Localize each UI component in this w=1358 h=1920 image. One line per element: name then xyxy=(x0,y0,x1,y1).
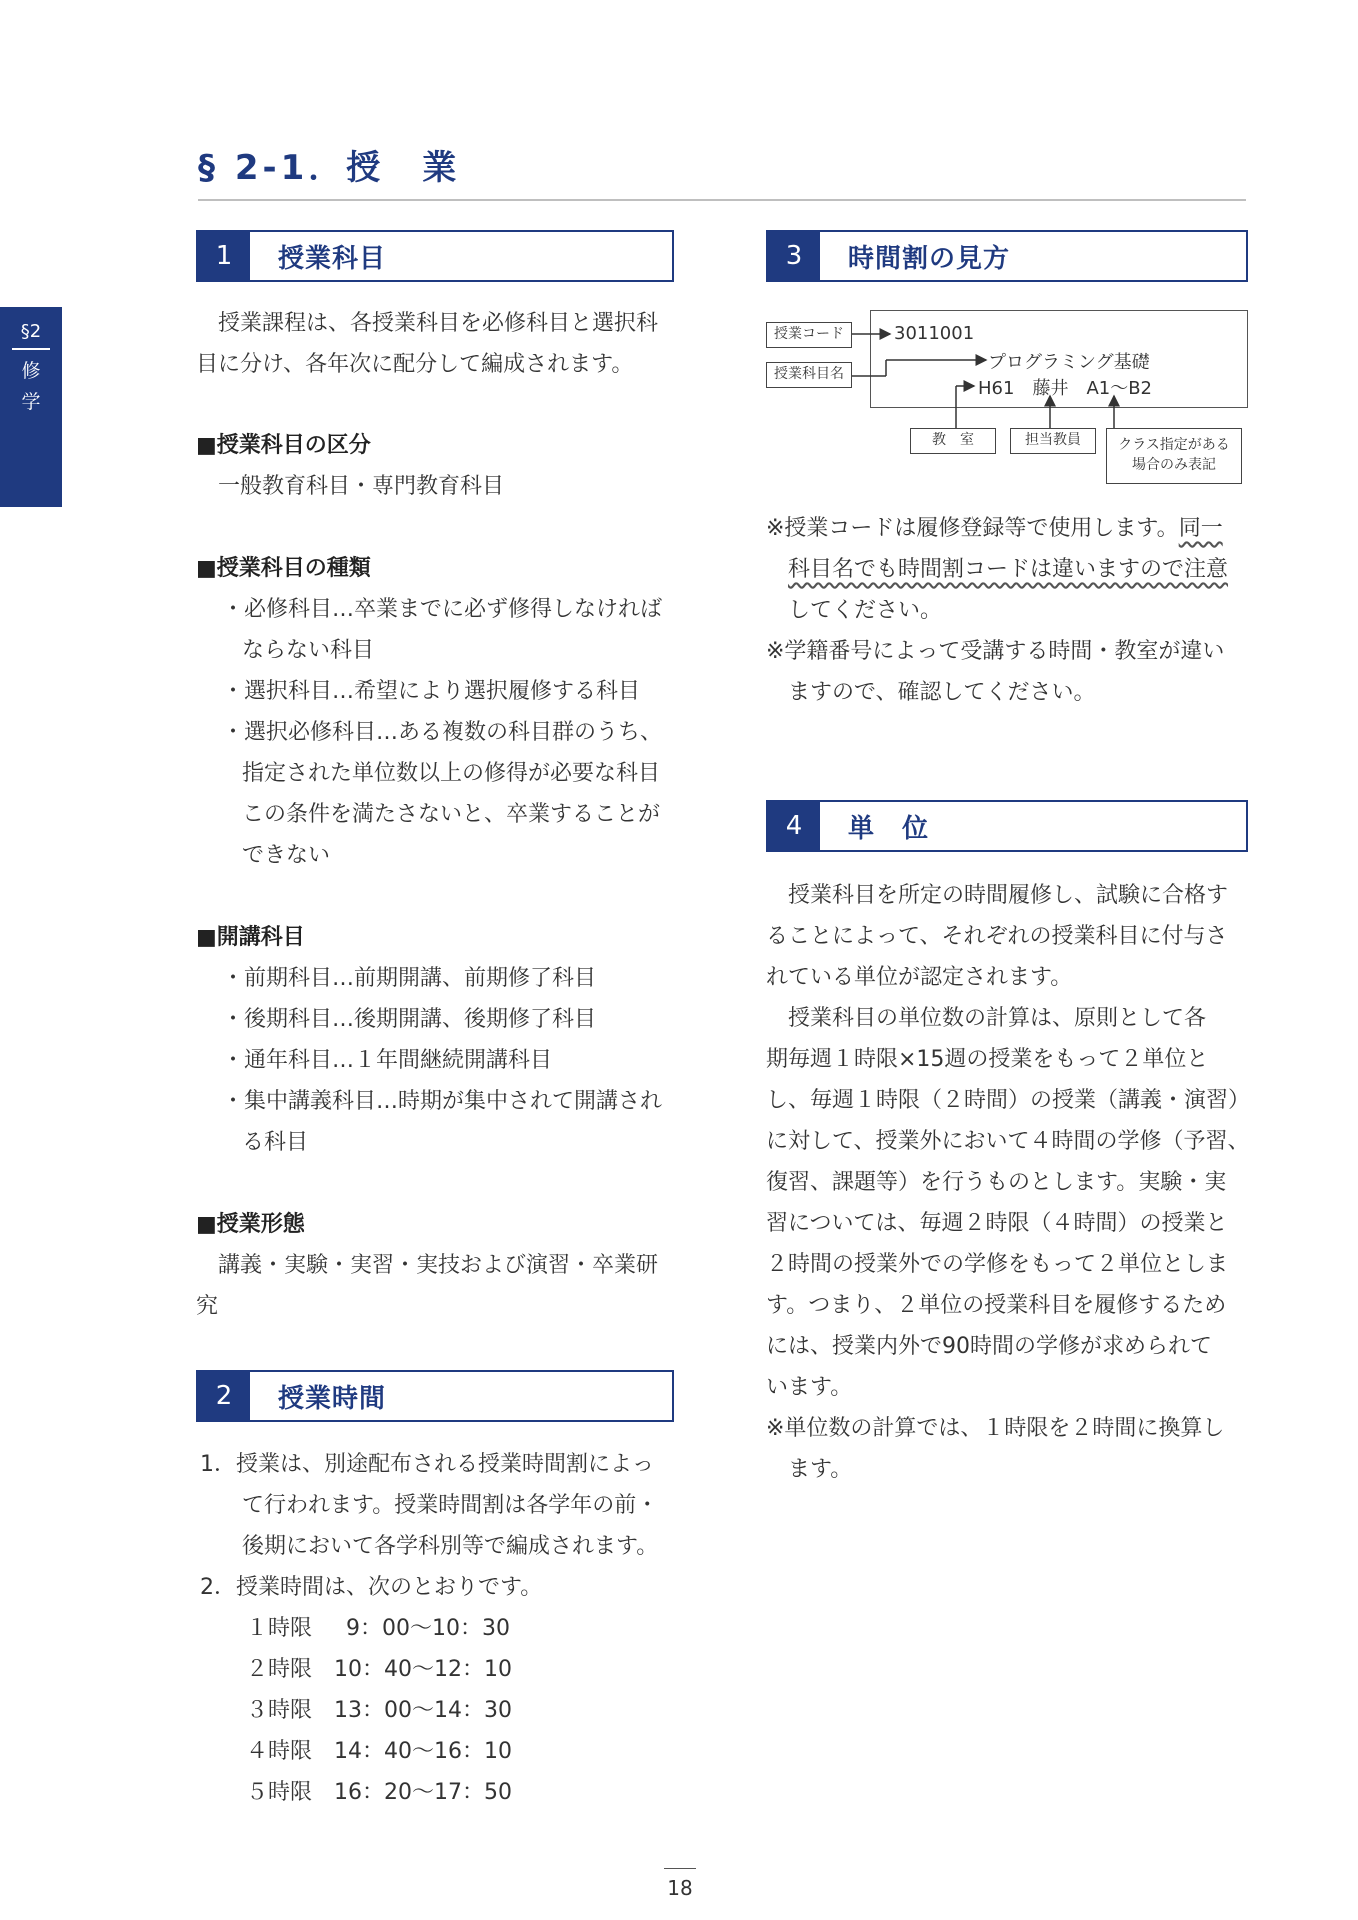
list-item-continued: る科目 xyxy=(242,1130,309,1155)
numbered-item: 2．授業時間は、次のとおりです。 xyxy=(200,1575,543,1600)
paragraph-line: す。つまり、２単位の授業科目を履修するため xyxy=(766,1293,1227,1318)
list-item-continued: この条件を満たさないと、卒業することが xyxy=(242,802,661,827)
period-label: ５時限 xyxy=(246,1780,313,1805)
page-title: § 2-1．授 業 xyxy=(198,140,1246,201)
class-note-line: 場合のみ表記 xyxy=(1132,457,1216,473)
section-number: 1 xyxy=(198,232,250,280)
note-emphasis: 同一 xyxy=(1178,516,1223,541)
list-item: ・通年科目…１年間継続開講科目 xyxy=(222,1048,553,1073)
label-class-note xyxy=(1106,428,1242,484)
list-item-continued: できない xyxy=(242,843,331,868)
subheading: ■開講科目 xyxy=(196,925,305,950)
paragraph-line: し、毎週１時限（２時間）の授業（講義・演習） xyxy=(766,1088,1251,1113)
side-tab-section: §2 xyxy=(12,321,50,350)
subheading: ■授業科目の区分 xyxy=(196,433,371,458)
note-line: ます。 xyxy=(788,1457,853,1482)
paragraph-line: 期毎週１時限×15週の授業をもって２単位と xyxy=(766,1047,1209,1072)
list-item: ・選択必修科目…ある複数の科目群のうち、 xyxy=(222,720,663,745)
footer-rule xyxy=(664,1868,696,1869)
note-line xyxy=(788,549,1228,590)
class-note-line: クラス指定がある xyxy=(1118,437,1230,453)
label-room: 教 室 xyxy=(910,428,996,454)
paragraph-line: 習については、毎週２時限（４時間）の授業と xyxy=(766,1211,1228,1236)
course-detail-value: H61 藤井 A1〜B2 xyxy=(978,378,1153,399)
section-title: 授業科目 xyxy=(278,243,387,274)
period-label: ２時限 xyxy=(246,1657,313,1682)
period-time: 13：00〜14：30 xyxy=(334,1698,512,1723)
list-item-continued: 指定された単位数以上の修得が必要な科目 xyxy=(242,761,661,786)
paragraph-line: 復習、課題等）を行うものとします。実験・実 xyxy=(766,1170,1227,1195)
list-item: ・前期科目…前期開講、前期修了科目 xyxy=(222,966,597,991)
note-line: ※単位数の計算では、１時限を２時間に換算し xyxy=(766,1416,1225,1441)
subheading: ■授業科目の種類 xyxy=(196,556,371,581)
period-time: 16：20〜17：50 xyxy=(334,1780,512,1805)
course-code-value: 3011001 xyxy=(894,323,975,344)
note-line: してください。 xyxy=(788,598,943,623)
paragraph-line: に対して、授業外において４時間の学修（予習、 xyxy=(766,1129,1250,1154)
period-time: 14：40〜16：10 xyxy=(334,1739,512,1764)
numbered-item-continued: 後期において各学科別等で編成されます。 xyxy=(242,1534,659,1559)
paragraph-line: れている単位が認定されます。 xyxy=(766,965,1073,990)
paragraph-line: ることによって、それぞれの授業科目に付与さ xyxy=(766,924,1228,949)
paragraph-line: 目に分け、各年次に配分して編成されます。 xyxy=(196,352,634,377)
note-line: ますので、確認してください。 xyxy=(788,680,1096,705)
side-tab-char: 修 xyxy=(21,360,41,382)
period-label: ３時限 xyxy=(246,1698,313,1723)
note-emphasis: 科目名でも時間割コードは違いますので注意 xyxy=(788,557,1229,582)
period-label: １時限 xyxy=(246,1616,313,1641)
note-line xyxy=(766,508,1223,549)
course-name-value: プログラミング基礎 xyxy=(988,352,1150,373)
section-4-heading xyxy=(766,800,1248,852)
section-number: 4 xyxy=(768,802,820,850)
paragraph-line: 授業課程は、各授業科目を必修科目と選択科 xyxy=(218,311,659,336)
list-item: ・集中講義科目…時期が集中されて開講され xyxy=(222,1089,663,1114)
paragraph-line: ２時間の授業外での学修をもって２単位としま xyxy=(766,1252,1229,1277)
section-number: 2 xyxy=(198,1372,250,1420)
list-item: ・後期科目…後期開講、後期修了科目 xyxy=(222,1007,597,1032)
period-label: ４時限 xyxy=(246,1739,313,1764)
paragraph-line: 授業科目を所定の時間履修し、試験に合格す xyxy=(788,883,1229,908)
section-1-heading xyxy=(196,230,674,282)
list-item: ・必修科目…卒業までに必ず修得しなければ xyxy=(222,597,663,622)
paragraph-line: 究 xyxy=(196,1294,219,1319)
page-number: 18 xyxy=(667,1876,693,1900)
label-teacher: 担当教員 xyxy=(1010,428,1096,454)
label-course-name: 授業科目名 xyxy=(766,362,852,388)
numbered-item-continued: て行われます。授業時間割は各学年の前・ xyxy=(242,1493,659,1518)
section-title: 時間割の見方 xyxy=(848,243,1011,274)
section-title: 授業時間 xyxy=(278,1383,387,1414)
numbered-item: 1．授業は、別途配布される授業時間割によっ xyxy=(200,1452,654,1477)
paragraph-line: います。 xyxy=(766,1375,853,1400)
timetable-reading-diagram xyxy=(766,310,1248,490)
label-course-code: 授業コード xyxy=(766,322,852,348)
subheading: ■授業形態 xyxy=(196,1212,305,1237)
period-time: 9：00〜10：30 xyxy=(346,1616,510,1641)
section-side-tab xyxy=(0,307,62,507)
paragraph-line: には、授業内外で90時間の学修が求められて xyxy=(766,1334,1212,1359)
paragraph-line: 一般教育科目・専門教育科目 xyxy=(218,474,505,499)
paragraph-line: 講義・実験・実習・実技および演習・卒業研 xyxy=(218,1253,659,1278)
section-number: 3 xyxy=(768,232,820,280)
note-text: ※授業コードは履修登録等で使用します。 xyxy=(766,516,1179,541)
note-line: ※学籍番号によって受講する時間・教室が違い xyxy=(766,639,1225,664)
list-item-continued: ならない科目 xyxy=(242,638,375,663)
section-2-heading xyxy=(196,1370,674,1422)
section-title: 単 位 xyxy=(848,813,930,844)
paragraph-line: 授業科目の単位数の計算は、原則として各 xyxy=(788,1006,1207,1031)
list-item: ・選択科目…希望により選択履修する科目 xyxy=(222,679,641,704)
section-3-heading xyxy=(766,230,1248,282)
period-time: 10：40〜12：10 xyxy=(334,1657,512,1682)
side-tab-char: 学 xyxy=(21,391,41,413)
